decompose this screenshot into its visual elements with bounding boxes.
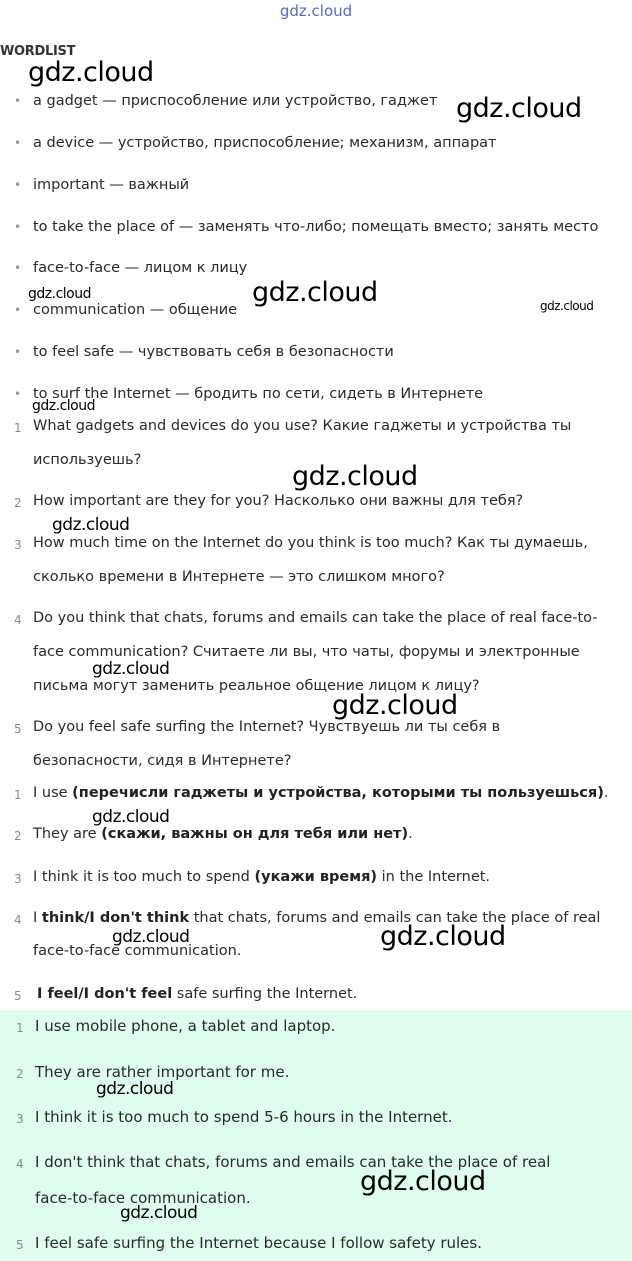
answer-number: 5	[16, 1238, 24, 1252]
bullet-icon: •	[14, 345, 22, 359]
question-text: Do you think that chats, forums and emails can take the place of real face-to-	[33, 610, 598, 626]
question-text: Do you feel safe surfing the Internet? Чувствуешь ли ты себя в	[33, 719, 501, 735]
bullet-icon: •	[14, 220, 22, 234]
watermark-text: gdz.cloud	[52, 515, 130, 535]
answer-number: 4	[16, 1157, 24, 1171]
template-number: 5	[14, 989, 22, 1003]
question-text: безопасности, сидя в Интернете?	[33, 753, 292, 769]
watermark-text: gdz.cloud	[28, 286, 91, 302]
answers-panel	[0, 1010, 632, 1261]
answer-text: I think it is too much to spend 5-6 hours in the Internet.	[35, 1108, 453, 1126]
question-text: What gadgets and devices do you use? Какие гаджеты и устройства ты	[33, 418, 572, 434]
answer-text: I feel safe surfing the Internet because I follow safety rules.	[35, 1234, 482, 1252]
template-text: I feel/I don't feel safe surfing the Internet.	[37, 986, 358, 1002]
question-number: 1	[14, 421, 22, 435]
wordlist-item: • communication — общение	[14, 302, 238, 318]
template-text: I use (перечисли гаджеты и устройства, которыми ты пользуешься).	[33, 785, 609, 801]
template-text: I think it is too much to spend (укажи время) in the Internet.	[33, 869, 491, 885]
question-number: 4	[14, 613, 22, 627]
question-number: 5	[14, 722, 22, 736]
question-text: How much time on the Internet do you think is too much? Как ты думаешь,	[33, 535, 588, 551]
top-watermark: gdz.cloud	[279, 2, 353, 20]
question-text: How important are they for you? Насколько они важны для тебя?	[33, 493, 524, 509]
wordlist-item: • a device — устройство, приспособление; механизм, аппарат	[14, 135, 497, 151]
watermark-text: gdz.cloud	[252, 277, 378, 308]
bullet-icon: •	[14, 178, 22, 192]
wordlist-item: • to surf the Internet — бродить по сети, сидеть в Интернете	[14, 386, 484, 402]
question-text: письма могут заменить реальное общение лицом к лицу?	[33, 678, 480, 694]
template-text: face-to-face communication.	[33, 943, 242, 959]
watermark-text: gdz.cloud	[332, 690, 458, 721]
watermark-text: gdz.cloud	[292, 461, 418, 492]
watermark-text: gdz.cloud	[112, 927, 190, 947]
wordlist-item: • to take the place of — заменять что-либо; помещать вместо; занять место	[14, 219, 599, 235]
template-number: 3	[14, 872, 22, 886]
watermark-text: gdz.cloud	[28, 57, 154, 88]
wordlist-item: • to feel safe — чувствовать себя в безопасности	[14, 344, 394, 360]
question-text: face communication? Считаете ли вы, что чаты, форумы и электронные	[33, 644, 580, 660]
bullet-icon: •	[14, 261, 22, 275]
wordlist-item: • important — важный	[14, 177, 190, 193]
bullet-icon: •	[14, 136, 22, 150]
template-number: 4	[14, 913, 22, 927]
watermark-text: gdz.cloud	[96, 1079, 174, 1099]
watermark-text: gdz.cloud	[540, 299, 594, 313]
template-text: I think/I don't think that chats, forums and emails can take the place of real	[33, 910, 601, 926]
answer-number: 3	[16, 1112, 24, 1126]
answer-number: 1	[16, 1021, 24, 1035]
question-number: 2	[14, 496, 22, 510]
watermark-text: gdz.cloud	[360, 1166, 486, 1197]
bullet-icon: •	[14, 94, 22, 108]
template-number: 2	[14, 829, 22, 843]
wordlist-item: • a gadget — приспособление или устройство, гаджет	[14, 93, 438, 109]
question-text: сколько времени в Интернете — это слишком много?	[33, 569, 445, 585]
question-text: используешь?	[33, 452, 142, 468]
watermark-text: gdz.cloud	[456, 93, 582, 124]
template-text: They are (скажи, важны он для тебя или нет).	[33, 826, 413, 842]
bullet-icon: •	[14, 303, 22, 317]
question-number: 3	[14, 538, 22, 552]
answer-text: I use mobile phone, a tablet and laptop.	[35, 1017, 336, 1035]
watermark-text: gdz.cloud	[32, 398, 95, 414]
wordlist-item: • face-to-face — лицом к лицу	[14, 260, 248, 276]
answer-text: I don't think that chats, forums and emails can take the place of real	[35, 1153, 551, 1171]
watermark-text: gdz.cloud	[92, 659, 170, 679]
answer-text: face-to-face communication.	[35, 1189, 251, 1207]
wordlist-title: WORDLIST	[0, 44, 76, 59]
watermark-text: gdz.cloud	[380, 921, 506, 952]
answer-number: 2	[16, 1067, 24, 1081]
template-number: 1	[14, 788, 22, 802]
answer-text: They are rather important for me.	[35, 1063, 290, 1081]
watermark-text: gdz.cloud	[120, 1203, 198, 1223]
bullet-icon: •	[14, 387, 22, 401]
watermark-text: gdz.cloud	[92, 807, 170, 827]
